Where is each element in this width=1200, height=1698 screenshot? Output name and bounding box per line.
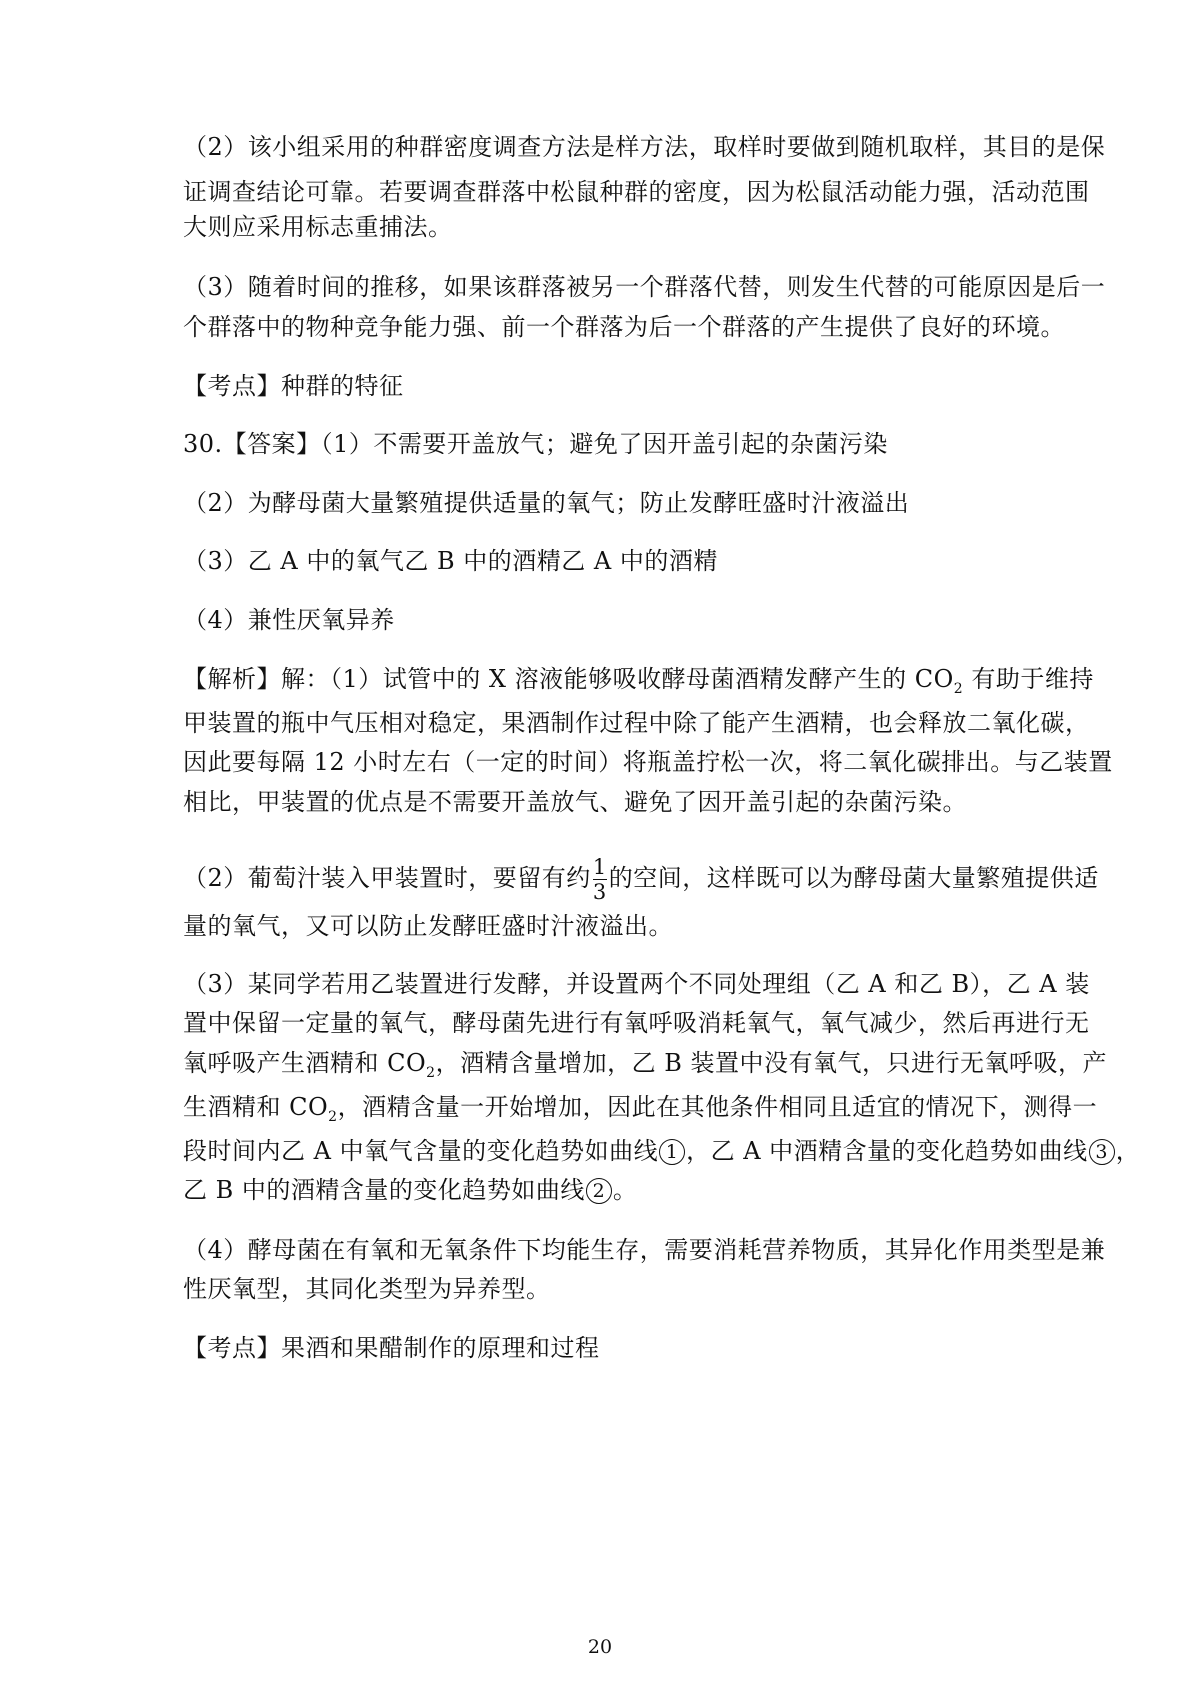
analysis-1-line-4: 相比，甲装置的优点是不需要开盖放气、避免了因开盖引起的杂菌污染。	[183, 788, 967, 816]
analysis-4-line-1: （4）酵母菌在有氧和无氧条件下均能生存，需要消耗营养物质，其异化作用类型是兼	[183, 1236, 1106, 1264]
answer-3-line-2: 个群落中的物种竞争能力强、前一个群落为后一个群落的产生提供了良好的环境。	[183, 313, 1065, 341]
analysis-3-line-5	[183, 1134, 1140, 1168]
analysis-4-line-2: 性厌氧型，其同化类型为异养型。	[183, 1275, 551, 1303]
analysis-3-text-d: ，酒精含量一开始增加，因此在其他条件相同且适宜的情况下，测得一	[337, 1093, 1098, 1121]
co2-subscript: 2	[953, 681, 964, 697]
circled-number-1: 1	[659, 1139, 685, 1165]
analysis-3-text-e: 段时间内乙 A 中氧气含量的变化趋势如曲线	[183, 1137, 659, 1165]
answer-2-line-2: 证调查结论可靠。若要调查群落中松鼠种群的密度，因为松鼠活动能力强，活动范围	[183, 178, 1090, 206]
analysis-3-text-c: 生酒精和 CO	[183, 1093, 329, 1121]
co2-subscript: 2	[328, 1109, 338, 1125]
analysis-3-line-1: （3）某同学若用乙装置进行发酵，并设置两个不同处理组（乙 A 和乙 B），乙 A 装	[183, 970, 1090, 998]
analysis-2-line-1	[183, 856, 1099, 903]
analysis-3-text-a: 氧呼吸产生酒精和 CO	[183, 1049, 427, 1077]
analysis-3-text-g: ，	[1115, 1137, 1141, 1165]
analysis-2-text-b: 的空间，这样既可以为酵母菌大量繁殖提供适	[608, 864, 1099, 892]
fraction-one-third	[593, 856, 607, 903]
analysis-2-line-2: 量的氧气，又可以防止发酵旺盛时汁液溢出。	[183, 912, 673, 940]
analysis-3-text-f: ，乙 A 中酒精含量的变化趋势如曲线	[686, 1137, 1088, 1165]
analysis-3-line-2: 置中保留一定量的氧气，酵母菌先进行有氧呼吸消耗氧气，氧气减少，然后再进行无	[183, 1009, 1090, 1037]
kaodian-30: 【考点】果酒和果醋制作的原理和过程	[183, 1334, 600, 1362]
analysis-1-line-1	[183, 662, 1094, 706]
q30-answer-2: （2）为酵母菌大量繁殖提供适量的氧气；防止发酵旺盛时汁液溢出	[183, 489, 910, 517]
answer-2-line-3: 大则应采用标志重捕法。	[183, 213, 453, 241]
analysis-1-line-3: 因此要每隔 12 小时左右（一定的时间）将瓶盖拧松一次，将二氧化碳排出。与乙装置	[183, 748, 1113, 776]
fraction-numerator: 1	[592, 855, 607, 879]
circled-number-3: 3	[1089, 1139, 1115, 1165]
analysis-2-text-a: （2）葡萄汁装入甲装置时，要留有约	[183, 864, 591, 892]
circled-number-2: 2	[586, 1178, 612, 1204]
page-number: 20	[587, 1636, 613, 1658]
q30-answer-4: （4）兼性厌氧异养	[183, 606, 395, 634]
analysis-3-text-h: 乙 B 中的酒精含量的变化趋势如曲线	[183, 1176, 585, 1204]
analysis-3-line-6	[183, 1173, 637, 1207]
analysis-1-line-2: 甲装置的瓶中气压相对稳定，果酒制作过程中除了能产生酒精，也会释放二氧化碳，	[183, 709, 1090, 737]
fraction-denominator: 3	[592, 880, 607, 904]
analysis-1-text-b: 有助于维持	[963, 665, 1094, 693]
analysis-3-text-b: ，酒精含量增加，乙 B 装置中没有氧气，只进行无氧呼吸，产	[435, 1049, 1107, 1077]
analysis-3-text-i: 。	[612, 1176, 638, 1204]
answer-3-line-1: （3）随着时间的推移，如果该群落被另一个群落代替，则发生代替的可能原因是后一	[183, 273, 1106, 301]
analysis-3-line-4	[183, 1090, 1097, 1134]
q30-answer-1: 30.【答案】（1）不需要开盖放气；避免了因开盖引起的杂菌污染	[183, 430, 888, 458]
kaodian-29: 【考点】种群的特征	[183, 372, 404, 400]
answer-2-line-1: （2）该小组采用的种群密度调查方法是样方法，取样时要做到随机取样，其目的是保	[183, 133, 1106, 161]
q30-answer-3: （3）乙 A 中的氧气乙 B 中的酒精乙 A 中的酒精	[183, 547, 718, 575]
co2-subscript: 2	[426, 1065, 436, 1081]
analysis-3-line-3	[183, 1046, 1107, 1090]
analysis-1-text-a: 【解析】解：（1）试管中的 X 溶液能够吸收酵母菌酒精发酵产生的 CO	[183, 665, 954, 693]
